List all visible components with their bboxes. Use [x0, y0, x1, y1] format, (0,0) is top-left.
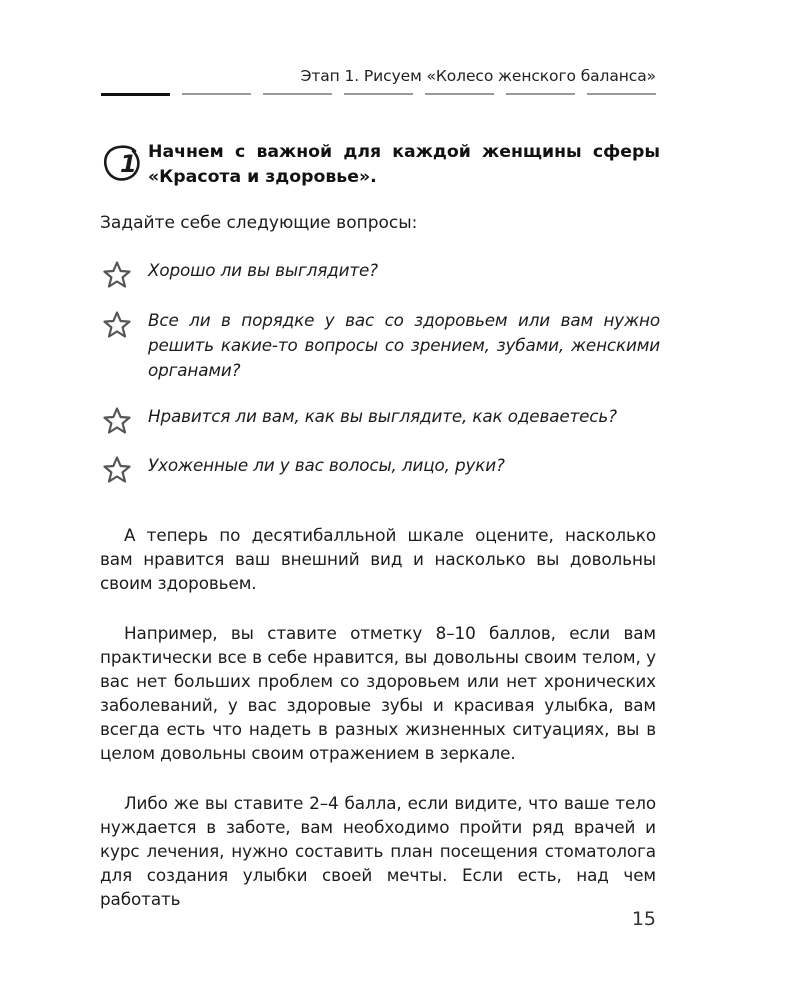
- lead-number: 1: [120, 150, 137, 178]
- body-paragraph: А теперь по десятибалльной шкале оцените, насколько вам нравится ваш внешний вид и насколько вы довольны своим здоровьем.: [100, 525, 656, 593]
- progress-segment: [425, 93, 494, 95]
- progress-segment: [506, 93, 575, 95]
- body-paragraph: Либо же вы ставите 2–4 балла, если видите, что ваше тело нуждается в заботе, вам необходимо пройти ряд врачей и курс лечения, нужно составить план посещения стоматолога для создания улыбки своей мечты. Если есть, над чем работать: [100, 793, 656, 909]
- progress-segment-active: [101, 93, 170, 96]
- page-number: 15: [631, 908, 656, 930]
- intro-text: Задайте себе следующие вопросы:: [100, 213, 418, 233]
- question-text: Нравится ли вам, как вы выглядите, как одеваетесь?: [148, 406, 617, 426]
- star-icon: [102, 310, 132, 340]
- question-text: Ухоженные ли у вас волосы, лицо, руки?: [148, 455, 505, 475]
- list-item: [100, 404, 660, 429]
- progress-segment: [587, 93, 656, 95]
- list-item: [100, 258, 660, 283]
- lead-heading: Начнем с важной для каждой женщины сферы «Красота и здоровье».: [148, 142, 660, 187]
- question-text: Хорошо ли вы выглядите?: [148, 260, 378, 280]
- number-one-circle-icon: [102, 142, 142, 182]
- question-text: Все ли в порядке у вас со здоровьем или вам нужно решить какие-то вопросы со зрением, зубами, женскими органами?: [148, 310, 660, 380]
- list-item: [100, 453, 660, 478]
- body-paragraph: Например, вы ставите отметку 8–10 баллов, если вам практически все в себе нравится, вы довольны своим телом, у вас нет больших проблем со здоровьем или нет хронических заболеваний, у вас здоровые зубы и красивая улыбка, вам всегда есть что надеть в разных жизненных ситуациях, вы в целом довольны своим отражением в зеркале.: [100, 623, 656, 763]
- lead-block: [100, 140, 660, 190]
- star-icon: [102, 260, 132, 290]
- running-title: Этап 1. Рисуем «Колесо женского баланса»: [300, 67, 656, 85]
- list-item: [100, 308, 660, 383]
- star-icon: [102, 455, 132, 485]
- progress-segment: [263, 93, 332, 95]
- progress-segment: [344, 93, 413, 95]
- star-icon: [102, 406, 132, 436]
- chapter-progress-bar: [101, 93, 657, 97]
- progress-segment: [182, 93, 251, 95]
